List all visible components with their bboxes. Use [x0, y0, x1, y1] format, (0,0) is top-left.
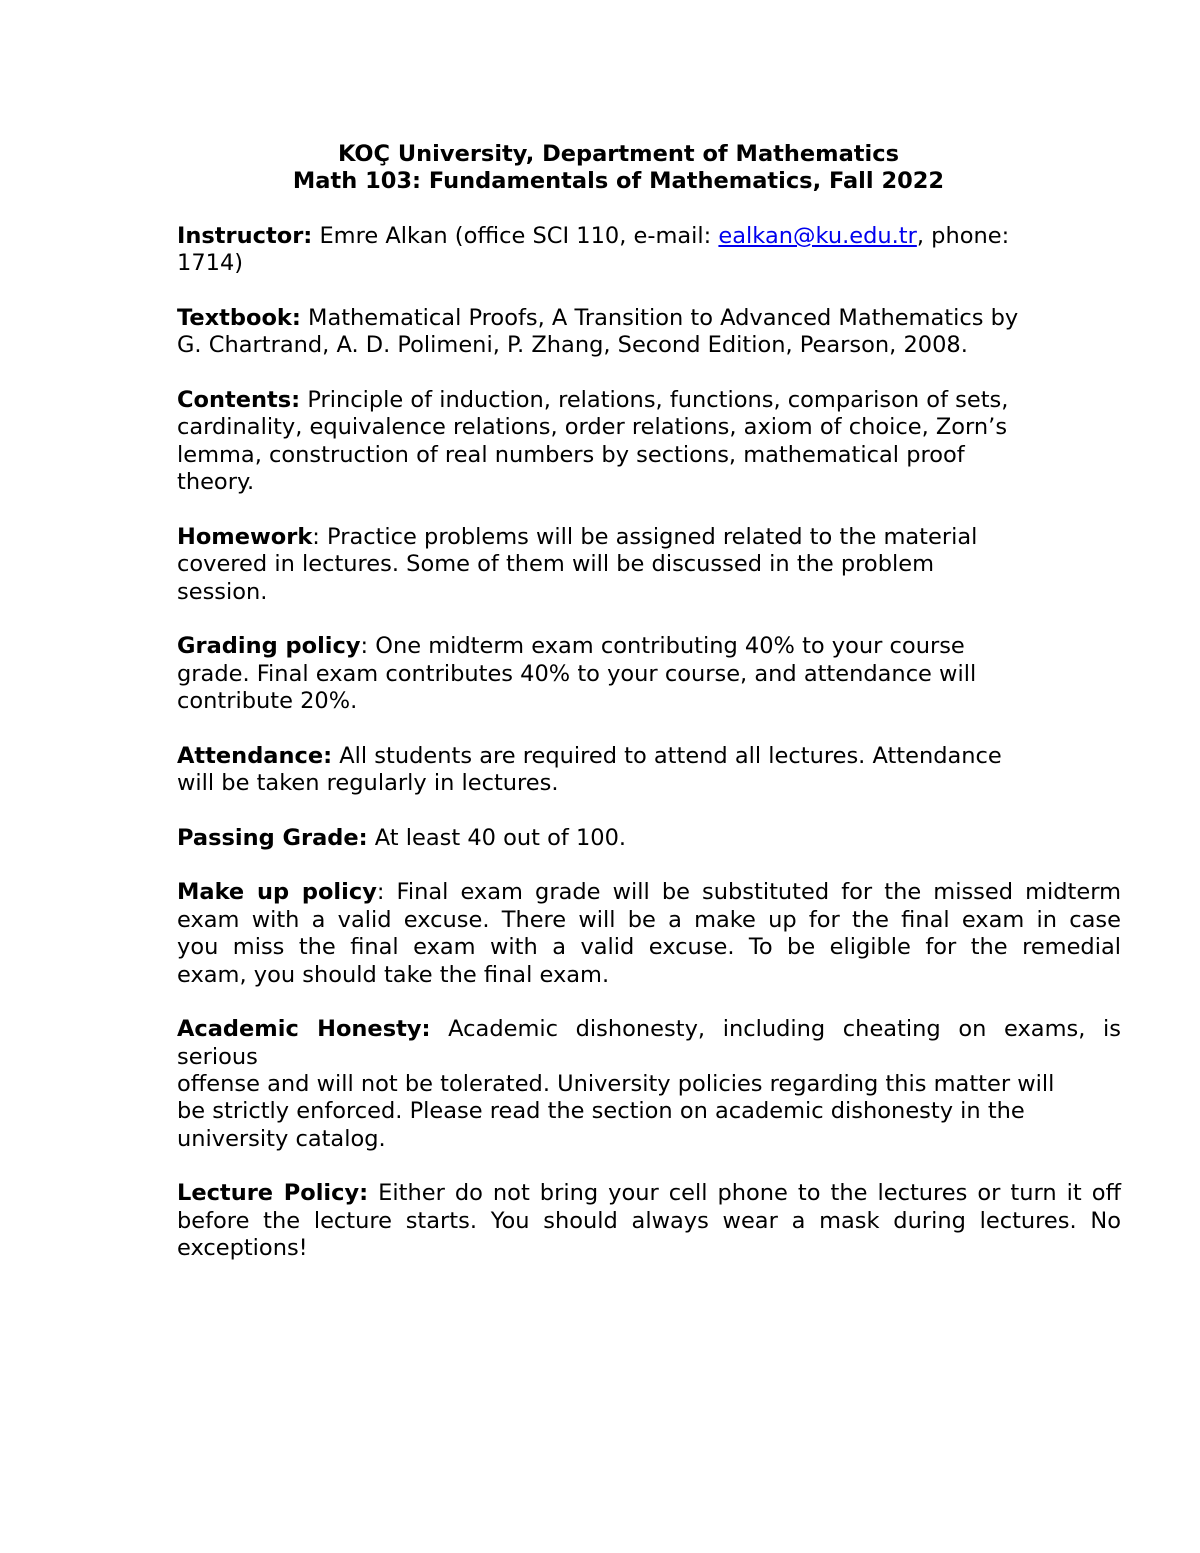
makeup-line-1 [177, 879, 1121, 907]
lecture-label: Lecture Policy: [177, 1180, 369, 1206]
honesty-label: Academic Honesty: [177, 1016, 431, 1042]
homework-text: : Practice problems will be assigned related to the material [312, 524, 978, 550]
passing-text: At least 40 out of 100. [367, 825, 627, 851]
instructor-line-2: 1714) [177, 250, 244, 276]
contents-line-1 [177, 387, 1008, 415]
makeup-line-2: exam with a valid excuse. There will be a make up for the final exam in case [177, 907, 1121, 933]
grading-label: Grading policy [177, 633, 361, 659]
honesty-line-1 [177, 1016, 1121, 1044]
honesty-line-4: be strictly enforced. Please read the section on academic dishonesty in the [177, 1098, 1025, 1124]
passing-label: Passing Grade: [177, 825, 368, 851]
instructor-text: Emre Alkan (office SCI 110, e-mail: [312, 223, 719, 249]
instructor-label: Instructor: [177, 223, 313, 249]
grading-line-3: contribute 20%. [177, 688, 358, 714]
contents-line-4: theory. [177, 469, 255, 495]
passing-line-1 [177, 825, 626, 853]
attendance-label: Attendance: [177, 743, 333, 769]
homework-line-1 [177, 524, 977, 552]
grading-line-1 [177, 633, 965, 661]
attendance-line-1 [177, 743, 1002, 771]
instructor-email-link[interactable]: ealkan@ku.edu.tr [718, 223, 917, 249]
course-title: Math 103: Fundamentals of Mathematics, Fall 2022 [292, 168, 945, 194]
lecture-line-1 [177, 1180, 1121, 1208]
university-title: KOÇ University, Department of Mathematics [338, 141, 899, 167]
contents-label: Contents: [177, 387, 301, 413]
honesty-line-2: serious [177, 1044, 258, 1070]
makeup-line-4: exam, you should take the final exam. [177, 962, 610, 988]
contents-line-3: lemma, construction of real numbers by sections, mathematical proof [177, 442, 965, 468]
attendance-text: All students are required to attend all lectures. Attendance [332, 743, 1002, 769]
textbook-line-2: G. Chartrand, A. D. Polimeni, P. Zhang, Second Edition, Pearson, 2008. [177, 332, 968, 358]
honesty-text: Academic dishonesty, including cheating on exams, is [430, 1016, 1121, 1042]
homework-line-2: covered in lectures. Some of them will be discussed in the problem [177, 551, 934, 577]
textbook-text: Mathematical Proofs, A Transition to Advanced Mathematics by [300, 305, 1019, 331]
honesty-line-5: university catalog. [177, 1126, 386, 1152]
contents-text: Principle of induction, relations, functions, comparison of sets, [300, 387, 1009, 413]
makeup-label: Make up policy [177, 879, 377, 905]
homework-line-3: session. [177, 579, 268, 605]
lecture-text: Either do not bring your cell phone to the lectures or turn it off [368, 1180, 1121, 1206]
grading-line-2: grade. Final exam contributes 40% to your course, and attendance will [177, 661, 977, 687]
honesty-line-3: offense and will not be tolerated. University policies regarding this matter will [177, 1071, 1055, 1097]
lecture-line-3: exceptions! [177, 1235, 308, 1261]
makeup-text: : Final exam grade will be substituted for the missed midterm [376, 879, 1121, 905]
homework-label: Homework [177, 524, 313, 550]
contents-line-2: cardinality, equivalence relations, order relations, axiom of choice, Zorn’s [177, 414, 1008, 440]
grading-text: : One midterm exam contributing 40% to your course [360, 633, 965, 659]
instructor-line-1 [177, 223, 1009, 251]
lecture-line-2: before the lecture starts. You should always wear a mask during lectures. No [177, 1208, 1121, 1234]
instructor-phone-label: , phone: [916, 223, 1010, 249]
attendance-line-2: will be taken regularly in lectures. [177, 770, 559, 796]
makeup-line-3: you miss the final exam with a valid excuse. To be eligible for the remedial [177, 934, 1121, 960]
textbook-label: Textbook: [177, 305, 301, 331]
textbook-line-1 [177, 305, 1018, 333]
